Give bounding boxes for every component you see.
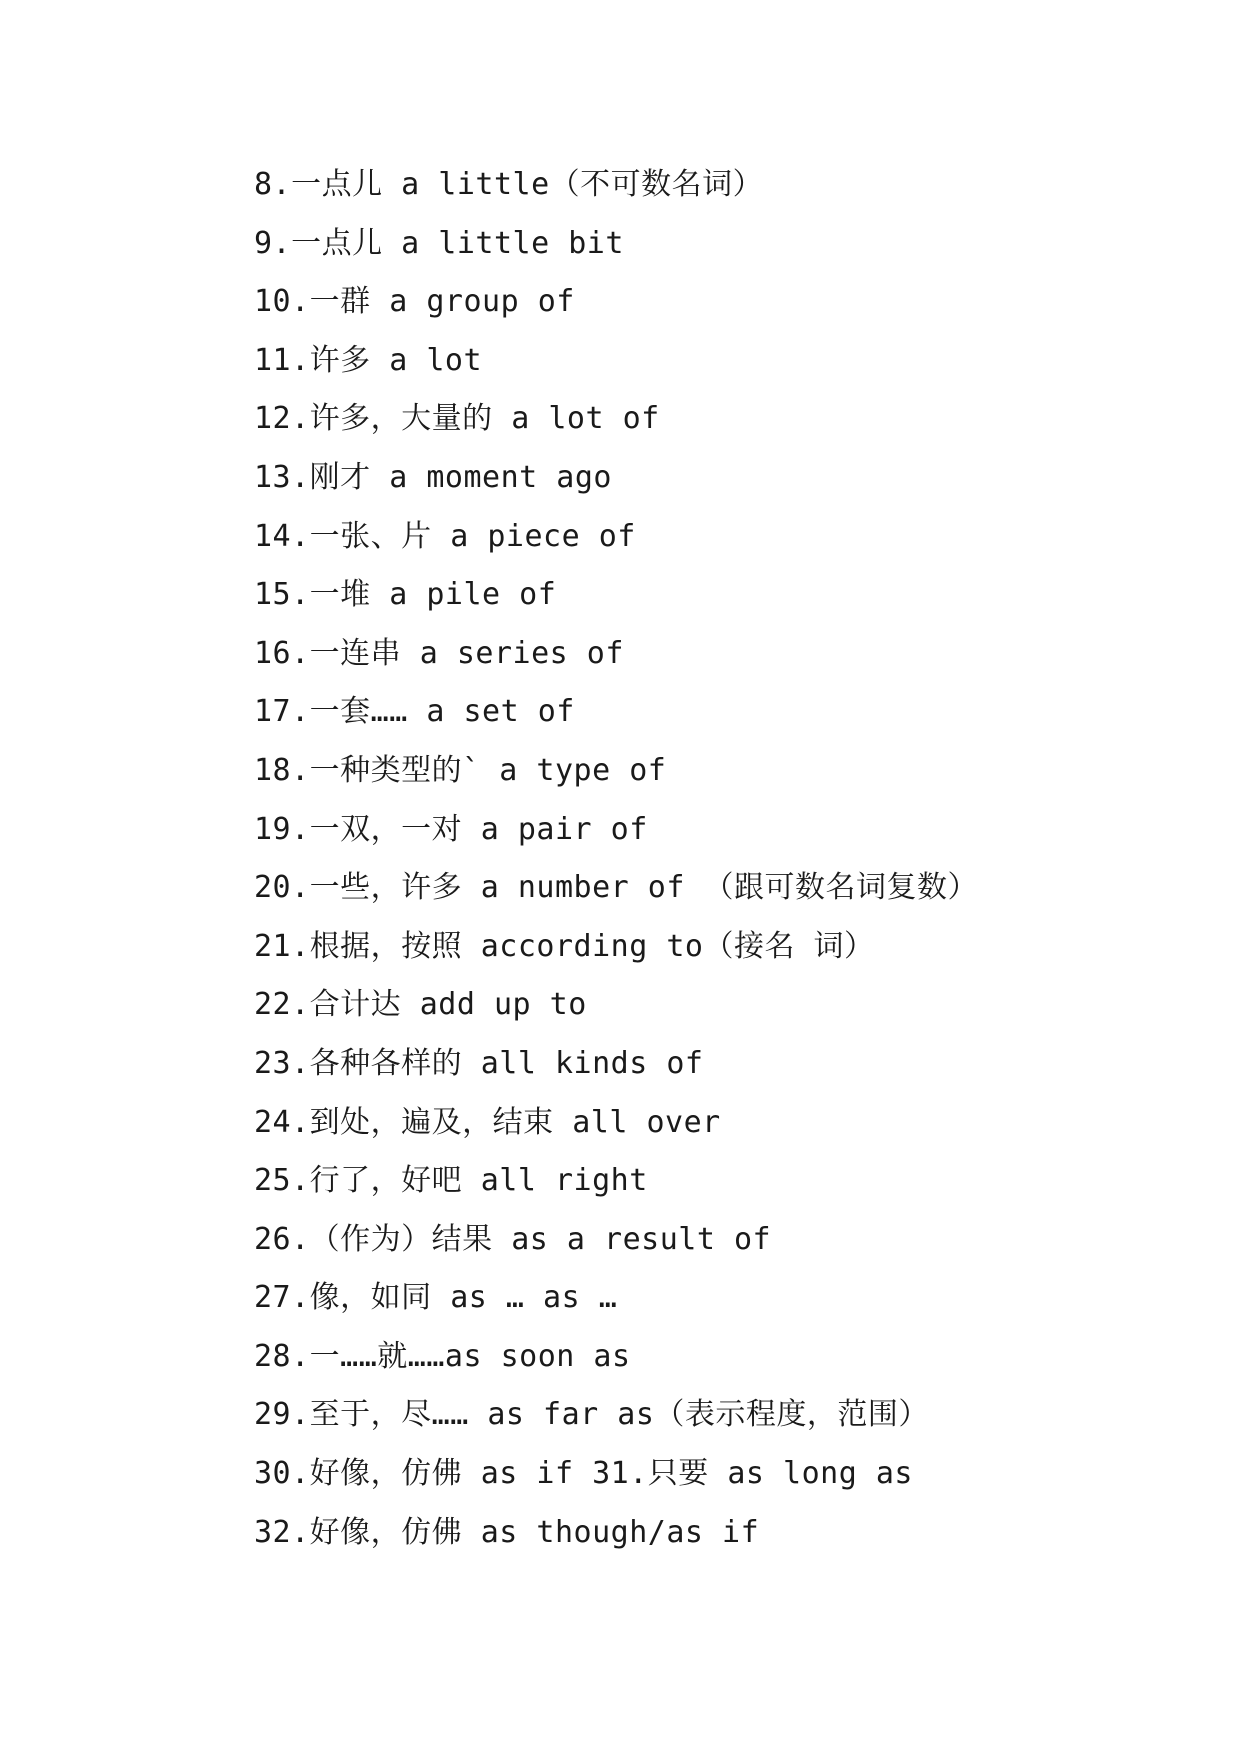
list-item: 10.一群 a group of (254, 284, 575, 320)
list-item: 24.到处，遍及，结束 all over (254, 1104, 721, 1140)
list-item: 16.一连串 a series of (254, 635, 624, 671)
list-item: 23.各种各样的 all kinds of (254, 1045, 704, 1081)
list-item: 19.一双，一对 a pair of (254, 811, 648, 847)
list-item: 20.一些，许多 a number of （跟可数名词复数） (254, 870, 978, 906)
list-item: 26.（作为）结果 as a result of (254, 1221, 772, 1257)
list-item: 17.一套…… a set of (254, 694, 575, 730)
list-item: 21.根据，按照 according to（接名 词） (254, 928, 875, 964)
list-item: 8.一点儿 a little（不可数名词） (254, 167, 764, 202)
list-item: 9.一点儿 a little bit (254, 225, 624, 261)
list-item: 13.刚才 a moment ago (254, 459, 612, 495)
list-item: 12.许多，大量的 a lot of (254, 401, 660, 437)
list-item: 15.一堆 a pile of (254, 577, 557, 613)
list-item: 22.合计达 add up to (254, 987, 587, 1023)
phrase-list (254, 156, 1154, 1562)
list-item: 18.一种类型的` a type of (254, 752, 667, 788)
list-item: 30.好像，仿佛 as if 31.只要 as long as (254, 1456, 913, 1492)
list-item: 27.像，如同 as … as … (254, 1280, 618, 1316)
list-item: 28.一……就……as soon as (254, 1338, 631, 1374)
list-item: 29.至于，尽…… as far as（表示程度，范围） (254, 1397, 929, 1433)
list-item: 14.一张、片 a piece of (254, 518, 636, 554)
list-item: 25.行了，好吧 all right (254, 1163, 648, 1199)
list-item: 11.许多 a lot (254, 342, 483, 378)
list-item: 32.好像，仿佛 as though/as if (254, 1514, 760, 1550)
